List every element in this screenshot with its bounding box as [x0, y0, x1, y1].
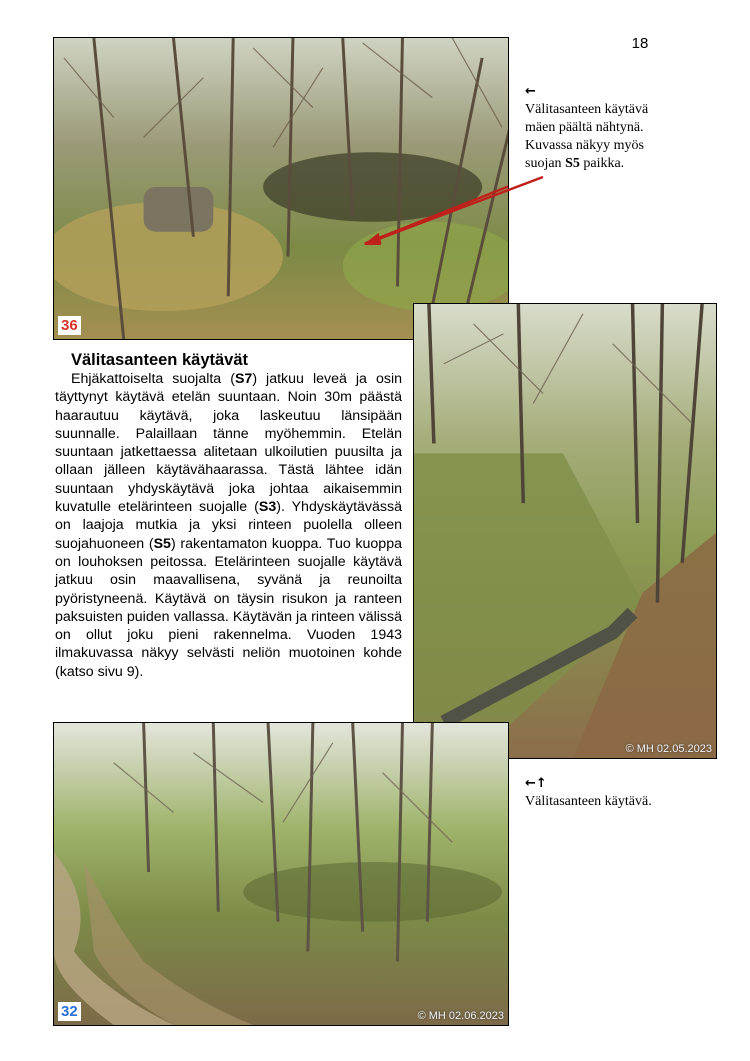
caption-photo-36 — [525, 83, 705, 173]
forest-path-image — [54, 723, 508, 1025]
caption-line: mäen päältä nähtynä. — [525, 120, 644, 135]
left-arrow-icon: ← — [525, 84, 536, 99]
article-paragraph: Ehjäkattoiselta suojalta (S7) jatkuu leveä ja osin täyttynyt käytävä etelän suuntaan. Noin 30m päästä haarautuu käytävä, joka laskeutuu länsipään suunnalle. Palaillaan tänne myöhemmin. Etelän suuntaan jatkettaessa alitetaan ulkoilutien puusilta ja ollaan jälleen käytävähaarassa. Tästä lähtee idän suuntaan yhdyskäytävä joka johtaa aikaisemmin kuvatulle etelärinteen suojalle (S3). Yhdyskäytävässä on laajoja mutkia ja yksi rinteen puolella olleen suojahuoneen (S5) rakentamaton kuoppa. Tuo kuoppa on louhoksen peitossa. Etelärinteen suojalle käytävä jatkuu osin maavallisena, syvänä ja reunoilta pyöristyneenä. Käytävä on täysin risukon ja ranteen paksuisten puiden vallassa. Käytävän ja rinteen välissä on ollut joku pieni rakennelma. Vuoden 1943 ilmakuvassa näkyy selvästi neliön muotoinen kohde (katso sivu 9). — [55, 371, 402, 680]
photo-number: 36 — [58, 316, 81, 335]
photo-credit: © MH 02.06.2023 — [417, 1010, 504, 1022]
caption-line: Välitasanteen käytävä — [525, 102, 649, 117]
caption-line: Välitasanteen käytävä. — [525, 794, 652, 809]
photo-32 — [53, 722, 509, 1026]
caption-arrow — [360, 170, 560, 250]
photo-number: 32 — [58, 1002, 81, 1021]
left-up-arrow-icon: ←↑ — [525, 776, 547, 791]
caption-line: suojan S5 paikka. — [525, 156, 625, 171]
article — [55, 350, 402, 681]
photo-credit: © MH 02.05.2023 — [625, 743, 712, 755]
caption-line: Kuvassa näkyy myös — [525, 138, 644, 153]
page-number: 18 — [631, 35, 649, 52]
trench-image — [414, 304, 716, 758]
caption-photo-29 — [525, 775, 705, 811]
photo-29 — [413, 303, 717, 759]
section-heading: Välitasanteen käytävät — [71, 351, 249, 369]
